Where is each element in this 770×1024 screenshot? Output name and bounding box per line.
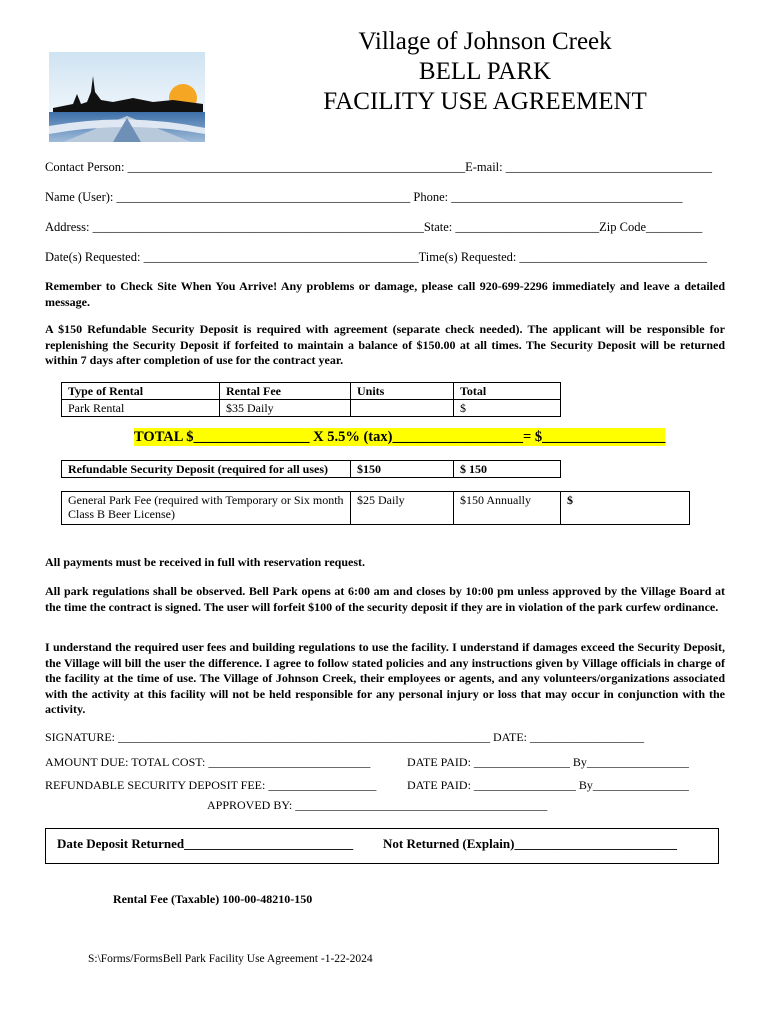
- name-phone-field[interactable]: Name (User): _______________________________________________ Phone: _____________________________________: [45, 190, 683, 204]
- deposit-table: [61, 460, 561, 478]
- understand-term: I understand the required user fees and building regulations to use the facility. I understand if damages exceed the Security Deposit, the Village will bill the user the difference. I agree to follow stated policies and any instructions given by Village officials in charge of the facility at the time of use. The Village of Johnson Creek, their employees or agents, and any volunteers/organizations associated with the activity at this facility will not be held responsible for any personal injury or loss that may occur in conjunction with the activity.: [45, 640, 725, 716]
- title-line-3: FACILITY USE AGREEMENT: [323, 88, 647, 115]
- date-paid-line-2[interactable]: DATE PAID: _________________ By________________: [407, 778, 689, 792]
- general-fee-label: General Park Fee (required with Temporary or Six month Class B Beer License): [62, 492, 351, 525]
- payments-term: All payments must be received in full with reservation request.: [45, 555, 365, 569]
- amount-due-line[interactable]: AMOUNT DUE: TOTAL COST: ___________________________: [45, 755, 371, 769]
- deposit-notice: A $150 Refundable Security Deposit is required with agreement (separate check needed). The applicant will be responsible for replenishing the Security Deposit if forfeited to maintain a balance of $150.00 at all times. The Security Deposit will be returned within 7 days after completion of use for the contract year.: [45, 322, 725, 367]
- dates-times-field[interactable]: Date(s) Requested: ____________________________________________Time(s) Requested: ______________________________: [45, 250, 707, 264]
- rental-cell-fee: $35 Daily: [220, 400, 351, 417]
- date-paid-line-1[interactable]: DATE PAID: ________________ By_________________: [407, 755, 689, 769]
- remember-notice: Remember to Check Site When You Arrive! Any problems or damage, please call 920-699-2296 immediately and leave a detailed message.: [45, 279, 725, 309]
- rental-table: [61, 382, 561, 417]
- approved-by-line[interactable]: APPROVED BY: __________________________________________: [207, 798, 548, 812]
- rental-header-type: Type of Rental: [62, 383, 220, 400]
- total-tax-text: TOTAL $________________ X 5.5% (tax)__________________= $_________________: [134, 429, 666, 445]
- refundable-fee-line[interactable]: REFUNDABLE SECURITY DEPOSIT FEE: __________________: [45, 778, 377, 792]
- rental-cell-type: Park Rental: [62, 400, 220, 417]
- deposit-fee: $150: [351, 461, 454, 478]
- date-deposit-returned-field[interactable]: Date Deposit Returned__________________________: [57, 836, 354, 851]
- rental-header-fee: Rental Fee: [220, 383, 351, 400]
- rental-cell-total[interactable]: $: [454, 400, 561, 417]
- deposit-label: Refundable Security Deposit (required for all uses): [62, 461, 351, 478]
- general-fee-table: [61, 491, 690, 525]
- rental-fee-account: Rental Fee (Taxable) 100-00-48210-150: [113, 892, 313, 906]
- signature-date-line[interactable]: SIGNATURE: ______________________________________________________________ DATE: ___________________: [45, 730, 644, 744]
- regulations-term: All park regulations shall be observed. Bell Park opens at 6:00 am and closes by 10:00 pm unless approved by the Village Board at the time the contract is signed. The user will forfeit $100 of the security deposit if they are in violation of the park curfew ordinance.: [45, 584, 725, 614]
- address-field[interactable]: Address: _____________________________________________________State: _______________________Zip Code_________: [45, 220, 703, 234]
- rental-header-total: Total: [454, 383, 561, 400]
- contact-person-field[interactable]: Contact Person: ______________________________________________________E-mail: _________________________________: [45, 160, 712, 174]
- not-returned-field[interactable]: Not Returned (Explain)_________________________: [383, 836, 677, 851]
- rental-header-units: Units: [351, 383, 454, 400]
- total-tax-line[interactable]: [134, 428, 665, 446]
- general-fee-annual: $150 Annually: [454, 492, 561, 525]
- village-logo: [43, 42, 211, 150]
- title-line-2: BELL PARK: [418, 58, 552, 85]
- general-fee-daily: $25 Daily: [351, 492, 454, 525]
- footer-path: S:\Forms/FormsBell Park Facility Use Agreement -1-22-2024: [88, 953, 373, 965]
- title-line-1: Village of Johnson Creek: [358, 28, 612, 55]
- general-fee-total[interactable]: $: [561, 492, 690, 525]
- deposit-total: $ 150: [454, 461, 561, 478]
- rental-cell-units[interactable]: [351, 400, 454, 417]
